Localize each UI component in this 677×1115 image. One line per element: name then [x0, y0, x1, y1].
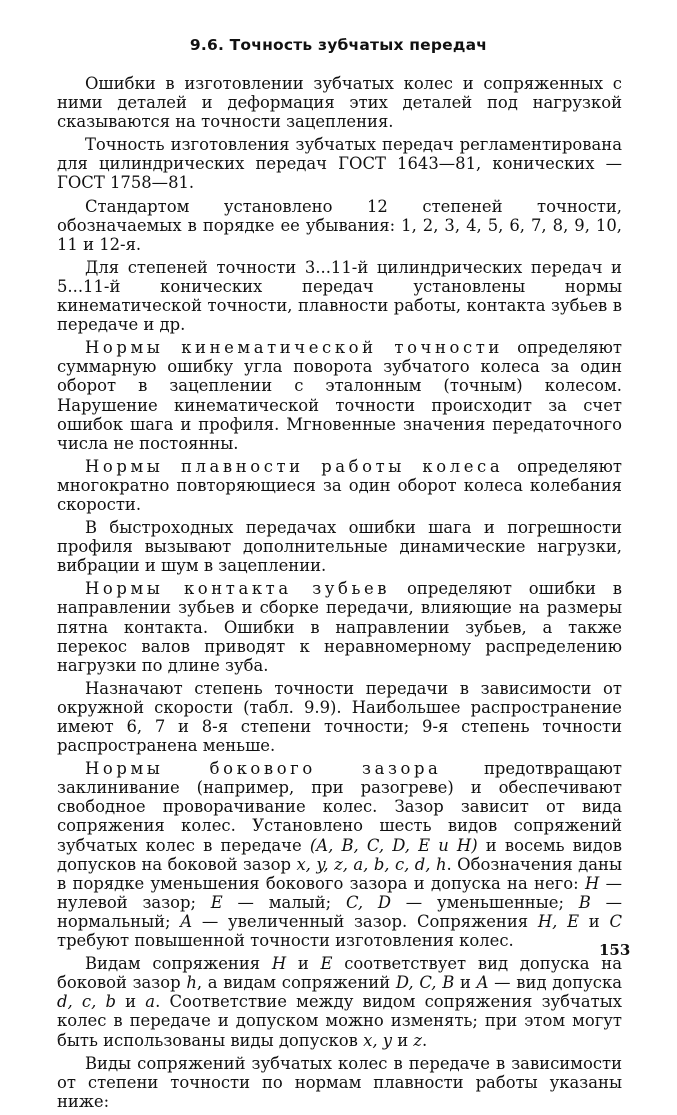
text-run: Ошибки в изготовлении зубчатых колес и сопряженных с ними деталей и деформация этих деталей под нагрузкой сказываются на точности зацепления.: [57, 74, 622, 132]
text-run: и: [115, 992, 146, 1012]
italic-term: C, D: [345, 892, 392, 912]
spaced-term: Нормы плавности работы колеса: [85, 456, 504, 476]
paragraph: [57, 457, 622, 514]
text-run: . Соответствие между видом сопряжения зубчатых колес в передаче и допуском можно изменять; при этом могут быть использованы виды допусков: [57, 992, 622, 1050]
section-heading: 9.6. Точность зубчатых передач: [189, 36, 488, 54]
text-run: .: [422, 1030, 428, 1050]
italic-term: H, E: [537, 911, 580, 931]
text-run: и: [454, 973, 477, 993]
paragraph: [57, 579, 622, 674]
paragraph: [57, 258, 622, 334]
text-run: Для степеней точности 3...11-й цилиндрических передач и 5...11-й конических передач установлены нормы кинематической точности, плавности работы, контакта зубьев в передаче и др.: [57, 257, 622, 335]
text-run: и восемь видов допусков на боковой зазор: [57, 835, 622, 874]
italic-term: z: [413, 1030, 423, 1050]
paragraph: [57, 518, 622, 575]
text-run: определяют ошибки в направлении зубьев и сборке передачи, влияющие на размеры пятна контакта. Ошибки в направлении зубьев, а также перекос валов приводят к неравномерному распределению нагрузки по длине зуба.: [57, 579, 622, 675]
paragraph: [57, 74, 622, 131]
body-text: [57, 74, 622, 1115]
text-run: — увеличенный зазор. Сопряжения: [192, 911, 538, 931]
text-run: — малый;: [222, 892, 346, 912]
text-run: определяют многократно повторяющиеся за один оборот колеса колебания скорости.: [57, 456, 622, 514]
text-run: Назначают степень точности передачи в зависимости от окружной скорости (табл. 9.9). Наибольшее распространение имеют 6, 7 и 8-я степени точности; 9-я степень точности распространена меньше.: [57, 678, 622, 756]
text-run: и: [392, 1030, 414, 1050]
text-run: требуют повышенной точности изготовления колес.: [57, 931, 514, 951]
italic-term: E: [210, 892, 223, 912]
text-run: Точность изготовления зубчатых передач регламентирована для цилиндрических передач ГОСТ 1643—81, конических — ГОСТ 1758—81.: [57, 135, 622, 193]
text-run: . Обозначения даны в порядке уменьшения бокового зазора и допуска на него:: [57, 854, 622, 893]
text-run: — нулевой зазор;: [57, 873, 622, 912]
paragraph: [57, 759, 622, 950]
paragraph: [57, 135, 622, 192]
italic-term: x, y, z, a, b, c, d, h: [296, 854, 447, 874]
italic-term: A: [180, 911, 193, 931]
text-run: предотвращают заклинивание (например, при разогреве) и обеспечивают свободное проворачивание колес. Зазор зависит от вида сопряжения колес. Установлено шесть видов сопряжений зубчатых колес в передаче: [57, 759, 622, 855]
paragraph: [57, 338, 622, 453]
italic-term: h: [186, 973, 197, 993]
italic-term: (A, B, C, D, E и H): [309, 835, 478, 855]
italic-term: B: [578, 892, 591, 912]
paragraph: [57, 1054, 622, 1111]
italic-term: D, C, B: [395, 973, 455, 993]
italic-term: A: [476, 973, 489, 993]
text-run: Видам сопряжения: [85, 954, 272, 974]
paragraph: [57, 954, 622, 1049]
text-run: , а видам сопряжений: [196, 973, 396, 993]
spaced-term: Нормы бокового зазора: [85, 759, 442, 779]
italic-term: H: [271, 954, 287, 974]
paragraph: [57, 679, 622, 755]
spaced-term: Нормы контакта зубьев: [85, 579, 391, 599]
text-run: — нормальный;: [57, 892, 622, 931]
text-run: Стандартом установлено 12 степеней точности, обозначаемых в порядке ее убывания: 1, 2, 3, 4, 5, 6, 7, 8, 9, 10, 11 и 12-я.: [57, 196, 622, 254]
italic-term: E: [320, 954, 333, 974]
text-run: соответствует вид допуска на боковой зазор: [57, 954, 622, 993]
italic-term: x, y: [363, 1030, 393, 1050]
text-run: и: [579, 911, 610, 931]
italic-term: d, c, b: [57, 992, 116, 1012]
text-run: определяют суммарную ошибку угла поворота зубчатого колеса за один оборот в зацеплении с эталонным (точным) колесом. Нарушение кинематической точности происходит за счет ошибок шага и профиля. Мгновенные значения передаточного числа не постоянны.: [57, 338, 622, 453]
paragraph: [57, 197, 622, 254]
spaced-term: Нормы кинематической точности: [85, 338, 503, 358]
text-run: — вид допуска: [488, 973, 622, 993]
text-run: и: [286, 954, 321, 974]
italic-term: a: [145, 992, 156, 1012]
text-run: В быстроходных передачах ошибки шага и погрешности профиля вызывают дополнительные динамические нагрузки, вибрации и шум в зацеплении.: [57, 518, 622, 576]
page-number: 153: [599, 941, 631, 959]
italic-term: H: [584, 873, 600, 893]
text-run: Виды сопряжений зубчатых колес в передаче в зависимости от степени точности по нормам плавности работы указаны ниже:: [57, 1053, 622, 1111]
text-run: — уменьшенные;: [391, 892, 579, 912]
italic-term: C: [609, 911, 622, 931]
